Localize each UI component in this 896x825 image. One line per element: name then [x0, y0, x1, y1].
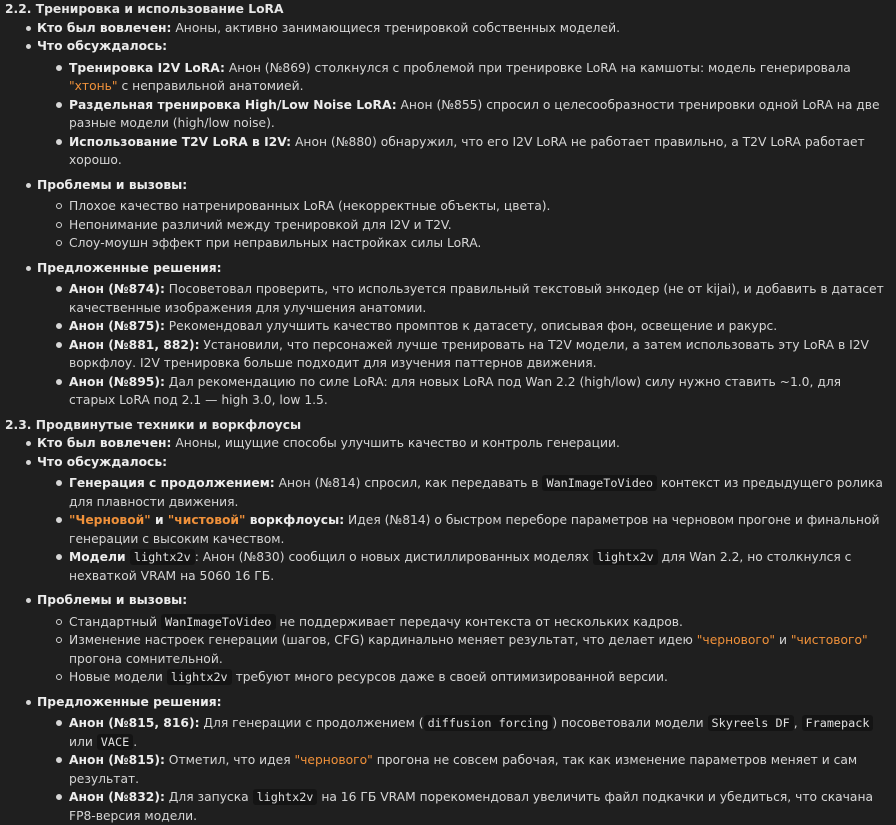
list-item: Непонимание различий между тренировкой для I2V и T2V. [37, 216, 890, 235]
item-text: для Wan 2.2, но столкнулся с нехваткой VRAM на 5060 16 ГБ. [69, 550, 851, 583]
who-text: Аноны, ищущие способы улучшить качество и контроль генерации. [171, 436, 619, 450]
inline-code: lightx2v [253, 789, 318, 805]
list-item [37, 133, 890, 170]
quoted-term: "чистовой" [168, 513, 246, 527]
item-text: не поддерживает передачу контекста от нескольких кадров. [276, 615, 683, 629]
list-item [37, 788, 890, 825]
list-item [37, 336, 890, 373]
item-label: Генерация с продолжением: [69, 476, 275, 490]
discussed-item [5, 453, 890, 586]
item-label: Модели [69, 550, 130, 564]
item-text: ) посоветовали модели [552, 716, 707, 730]
quoted-term: "чернового" [697, 633, 775, 647]
discussed-label: Что обсуждалось: [37, 455, 167, 469]
item-text: Стандартный [69, 615, 161, 629]
problems-list [37, 197, 890, 253]
item-label: Анон (№815, 816): [69, 716, 199, 730]
inline-code: diffusion forcing [424, 715, 553, 731]
inline-code: VACE [97, 734, 133, 750]
inline-code: Skyreels DF [708, 715, 794, 731]
section-2-2-list [5, 19, 890, 410]
item-text: Анон (№880) обнаружил, что его I2V LoRA не работает правильно, а T2V LoRA работает хорошо. [69, 135, 865, 168]
item-text: на 16 ГБ VRAM порекомендовал увеличить файл подкачки и убедиться, что скачана FP8-версия модели. [69, 790, 873, 823]
quoted-term: "чистового" [791, 633, 868, 647]
item-text: Установили, что персонажей лучше тренировать на T2V модели, а затем использовать эту LoRA в I2V воркфлоу. I2V тренировка больше подходит для изучения паттернов движения. [69, 338, 869, 371]
item-text: Идея (№814) о быстром переборе параметров на черновом прогоне и финальной генерации с высоким качеством. [69, 513, 879, 546]
item-text: Посоветовал проверить, что используется правильный текстовый энкодер (не от kijai), и добавить в датасет качественные изображения для улучшения анатомии. [69, 282, 884, 315]
item-text: Для генерации с продолжением ( [199, 716, 423, 730]
item-label: воркфлоусы: [245, 513, 344, 527]
list-item [37, 548, 890, 585]
item-text: Анон (№855) спросил о целесообразности тренировки одной LoRA на две разные модели (high/low noise). [69, 98, 880, 131]
item-text: Дал рекомендацию по силе LoRA: для новых LoRA под Wan 2.2 (high/low) силу нужно ставить ~1.0, для старых LoRA под 2.1 — high 3.0, low 1.5. [69, 375, 841, 408]
item-label: Использование T2V LoRA в I2V: [69, 135, 291, 149]
who-text: Аноны, активно занимающиеся тренировкой собственных моделей. [171, 21, 620, 35]
quoted-term: "хтонь" [69, 79, 118, 93]
inline-code: lightx2v [130, 549, 195, 565]
list-item [37, 511, 890, 548]
item-text: . [133, 735, 137, 749]
list-item [37, 714, 890, 751]
quoted-term: "Черновой" [69, 513, 151, 527]
item-text: требуют много ресурсов даже в своей оптимизированной версии. [232, 670, 668, 684]
who-involved-item [5, 434, 890, 453]
section-2-2-title: 2.2. Тренировка и использование LoRA [5, 0, 890, 19]
solutions-label: Предложенные решения: [37, 261, 222, 275]
item-text: Рекомендовал улучшить качество промптов к датасету, описывая фон, освещение и ракурс. [165, 319, 777, 333]
inline-code: Framepack [802, 715, 874, 731]
problems-item [5, 591, 890, 687]
item-text: или [69, 735, 97, 749]
discussed-list [37, 59, 890, 170]
item-text: Изменение настроек генерации (шагов, CFG) кардинально меняет результат, что делает идею [69, 633, 697, 647]
item-text: с неправильной анатомией. [118, 79, 304, 93]
list-item: Плохое качество натренированных LoRA (некорректные объекты, цвета). [37, 197, 890, 216]
discussed-list [37, 474, 890, 585]
list-item [37, 751, 890, 788]
who-label: Кто был вовлечен: [37, 21, 171, 35]
item-text: контекст из предыдущего ролика для плавности движения. [69, 476, 883, 509]
discussed-label: Что обсуждалось: [37, 39, 167, 53]
problems-label: Проблемы и вызовы: [37, 593, 187, 607]
problems-item [5, 176, 890, 253]
inline-code: WanImageToVideo [161, 614, 276, 630]
item-label: Тренировка I2V LoRA: [69, 61, 225, 75]
item-text: Новые модели [69, 670, 167, 684]
item-label: Анон (№874): [69, 282, 165, 296]
item-text: Для запуска [165, 790, 253, 804]
list-item [37, 373, 890, 410]
list-item [37, 613, 890, 632]
solutions-item [5, 693, 890, 825]
list-item: Слоу-моушн эффект при неправильных настройках силы LoRA. [37, 234, 890, 253]
who-involved-item [5, 19, 890, 38]
who-label: Кто был вовлечен: [37, 436, 171, 450]
item-text: прогона не совсем рабочая, так как изменение параметров меняет и сам результат. [69, 753, 857, 786]
list-item [37, 474, 890, 511]
item-text: Отметил, что идея [165, 753, 295, 767]
section-2-3-title: 2.3. Продвинутые техники и воркфлоусы [5, 416, 890, 435]
problems-label: Проблемы и вызовы: [37, 178, 187, 192]
problems-list [37, 613, 890, 687]
item-text: : Анон (№830) сообщил о новых дистиллированных моделях [195, 550, 593, 564]
list-item [37, 668, 890, 687]
solutions-list [37, 714, 890, 825]
item-text: прогона сомнительной. [69, 652, 223, 666]
item-label: Анон (№832): [69, 790, 165, 804]
list-item [37, 59, 890, 96]
item-label: Анон (№875): [69, 319, 165, 333]
solutions-label: Предложенные решения: [37, 695, 222, 709]
list-item [37, 317, 890, 336]
item-label: Анон (№815): [69, 753, 165, 767]
solutions-item [5, 259, 890, 410]
list-item [37, 280, 890, 317]
item-label: Раздельная тренировка High/Low Noise LoRA: [69, 98, 397, 112]
solutions-list [37, 280, 890, 410]
item-text: Анон (№869) столкнулся с проблемой при тренировке LoRA на камшоты: модель генерировала [225, 61, 851, 75]
inline-code: lightx2v [593, 549, 658, 565]
inline-code: lightx2v [167, 669, 232, 685]
section-2-3-list [5, 434, 890, 825]
inline-code: WanImageToVideo [542, 475, 657, 491]
item-text: Анон (№814) спросил, как передавать в [275, 476, 543, 490]
item-text: и [775, 633, 791, 647]
item-text: , [794, 716, 802, 730]
discussed-item [5, 37, 890, 170]
item-text: и [151, 513, 168, 527]
list-item [37, 96, 890, 133]
item-label: Анон (№881, 882): [69, 338, 199, 352]
item-label: Анон (№895): [69, 375, 165, 389]
quoted-term: "чернового" [295, 753, 373, 767]
list-item [37, 631, 890, 668]
